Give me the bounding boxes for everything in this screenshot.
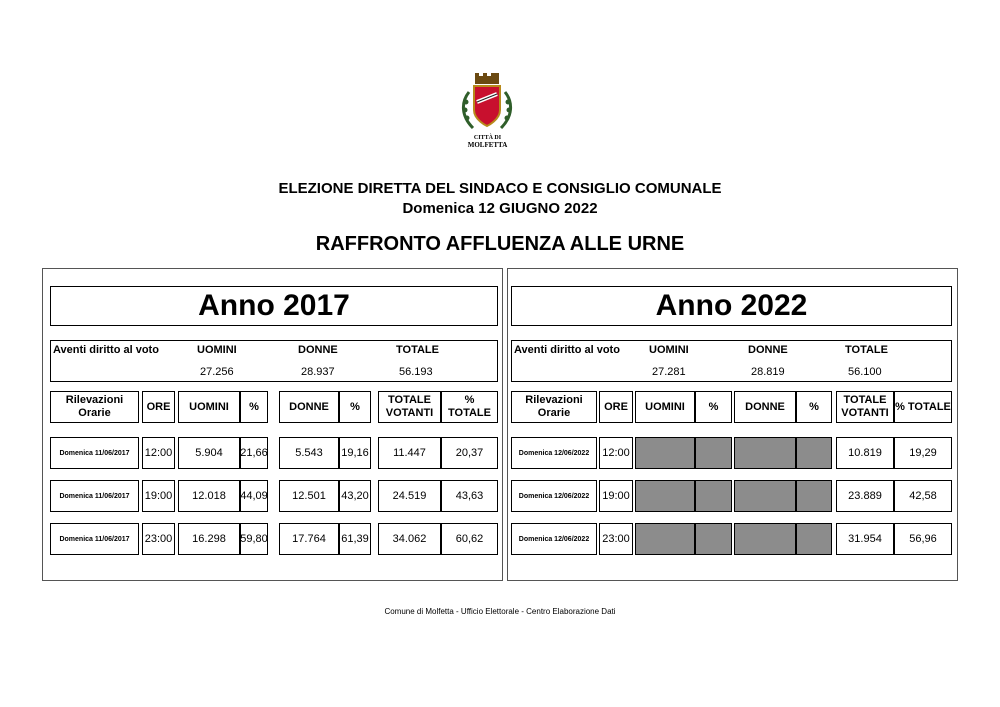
row-donne-empty (734, 437, 796, 469)
col-donne: DONNE (279, 391, 339, 423)
row-totale-pct: 60,62 (441, 523, 498, 555)
aventi-donne-header: DONNE (298, 344, 338, 356)
aventi-totale-value: 56.100 (848, 366, 882, 378)
row-ore: 12:00 (599, 437, 633, 469)
row-date: Domenica 12/06/2022 (511, 480, 597, 512)
aventi-box-2017 (50, 340, 498, 382)
col-uomini: UOMINI (635, 391, 695, 423)
aventi-uomini-header: UOMINI (649, 344, 689, 356)
row-uomini-empty (635, 437, 695, 469)
aventi-donne-value: 28.819 (751, 366, 785, 378)
row-uomini-pct: 21,66 (240, 437, 268, 469)
row-uomini-pct: 44,09 (240, 480, 268, 512)
row-ore: 19:00 (142, 480, 175, 512)
col-rilevazioni: Rilevazioni Orarie (511, 391, 597, 423)
row-donne: 12.501 (279, 480, 339, 512)
col-totale-votanti: TOTALE VOTANTI (836, 391, 894, 423)
logo-caption (440, 135, 535, 149)
col-uomini-pct: % (240, 391, 268, 423)
logo-caption-line2: MOLFETTA (467, 141, 508, 149)
col-rilevazioni: Rilevazioni Orarie (50, 391, 139, 423)
row-donne-pct-empty (796, 437, 832, 469)
col-pct-totale: % TOTALE (894, 391, 952, 423)
col-donne-pct: % (339, 391, 371, 423)
row-uomini-empty (635, 480, 695, 512)
row-uomini-pct-empty (695, 437, 732, 469)
row-totale: 34.062 (378, 523, 441, 555)
row-ore: 19:00 (599, 480, 633, 512)
row-donne-empty (734, 480, 796, 512)
col-ore: ORE (599, 391, 633, 423)
row-donne-pct: 61,39 (339, 523, 371, 555)
row-totale-pct: 19,29 (894, 437, 952, 469)
col-uomini: UOMINI (178, 391, 240, 423)
aventi-totale-value: 56.193 (399, 366, 433, 378)
footer-text: Comune di Molfetta - Ufficio Elettorale - Centro Elaborazione Dati (384, 607, 616, 616)
row-totale-pct: 20,37 (441, 437, 498, 469)
row-uomini-empty (635, 523, 695, 555)
row-totale: 23.889 (836, 480, 894, 512)
row-totale-pct: 42,58 (894, 480, 952, 512)
col-donne-pct: % (796, 391, 832, 423)
row-totale: 10.819 (836, 437, 894, 469)
row-donne: 5.543 (279, 437, 339, 469)
row-totale: 31.954 (836, 523, 894, 555)
row-donne-pct-empty (796, 480, 832, 512)
aventi-uomini-header: UOMINI (197, 344, 237, 356)
page-title: ELEZIONE DIRETTA DEL SINDACO E CONSIGLIO COMUNALE (278, 180, 722, 197)
row-donne-empty (734, 523, 796, 555)
aventi-uomini-value: 27.256 (200, 366, 234, 378)
row-uomini-pct-empty (695, 523, 732, 555)
year-title-2017: Anno 2017 (50, 286, 498, 326)
row-date: Domenica 11/06/2017 (50, 480, 139, 512)
col-pct-totale: % TOTALE (441, 391, 498, 423)
aventi-uomini-value: 27.281 (652, 366, 686, 378)
row-uomini: 16.298 (178, 523, 240, 555)
row-date: Domenica 12/06/2022 (511, 523, 597, 555)
row-date: Domenica 11/06/2017 (50, 437, 139, 469)
aventi-donne-value: 28.937 (301, 366, 335, 378)
row-uomini: 5.904 (178, 437, 240, 469)
col-totale-votanti: TOTALE VOTANTI (378, 391, 441, 423)
aventi-label: Aventi diritto al voto (514, 344, 620, 356)
col-uomini-pct: % (695, 391, 732, 423)
aventi-label: Aventi diritto al voto (53, 344, 159, 356)
aventi-totale-header: TOTALE (845, 344, 888, 356)
row-totale: 24.519 (378, 480, 441, 512)
row-totale: 11.447 (378, 437, 441, 469)
page-subtitle: Domenica 12 GIUGNO 2022 (402, 200, 598, 217)
row-donne-pct-empty (796, 523, 832, 555)
row-date: Domenica 11/06/2017 (50, 523, 139, 555)
aventi-box-2022 (511, 340, 952, 382)
panel-2022 (507, 268, 958, 581)
aventi-totale-header: TOTALE (396, 344, 439, 356)
row-uomini-pct-empty (695, 480, 732, 512)
col-donne: DONNE (734, 391, 796, 423)
row-date: Domenica 12/06/2022 (511, 437, 597, 469)
row-donne: 17.764 (279, 523, 339, 555)
row-uomini: 12.018 (178, 480, 240, 512)
section-title: RAFFRONTO AFFLUENZA ALLE URNE (315, 233, 685, 255)
aventi-donne-header: DONNE (748, 344, 788, 356)
row-ore: 23:00 (599, 523, 633, 555)
logo-caption-line1: CITTÀ DI (473, 135, 502, 141)
panel-2017 (42, 268, 503, 581)
row-totale-pct: 56,96 (894, 523, 952, 555)
row-totale-pct: 43,63 (441, 480, 498, 512)
row-ore: 12:00 (142, 437, 175, 469)
row-ore: 23:00 (142, 523, 175, 555)
year-title-2022: Anno 2022 (511, 286, 952, 326)
row-donne-pct: 43,20 (339, 480, 371, 512)
row-donne-pct: 19,16 (339, 437, 371, 469)
col-ore: ORE (142, 391, 175, 423)
row-uomini-pct: 59,80 (240, 523, 268, 555)
